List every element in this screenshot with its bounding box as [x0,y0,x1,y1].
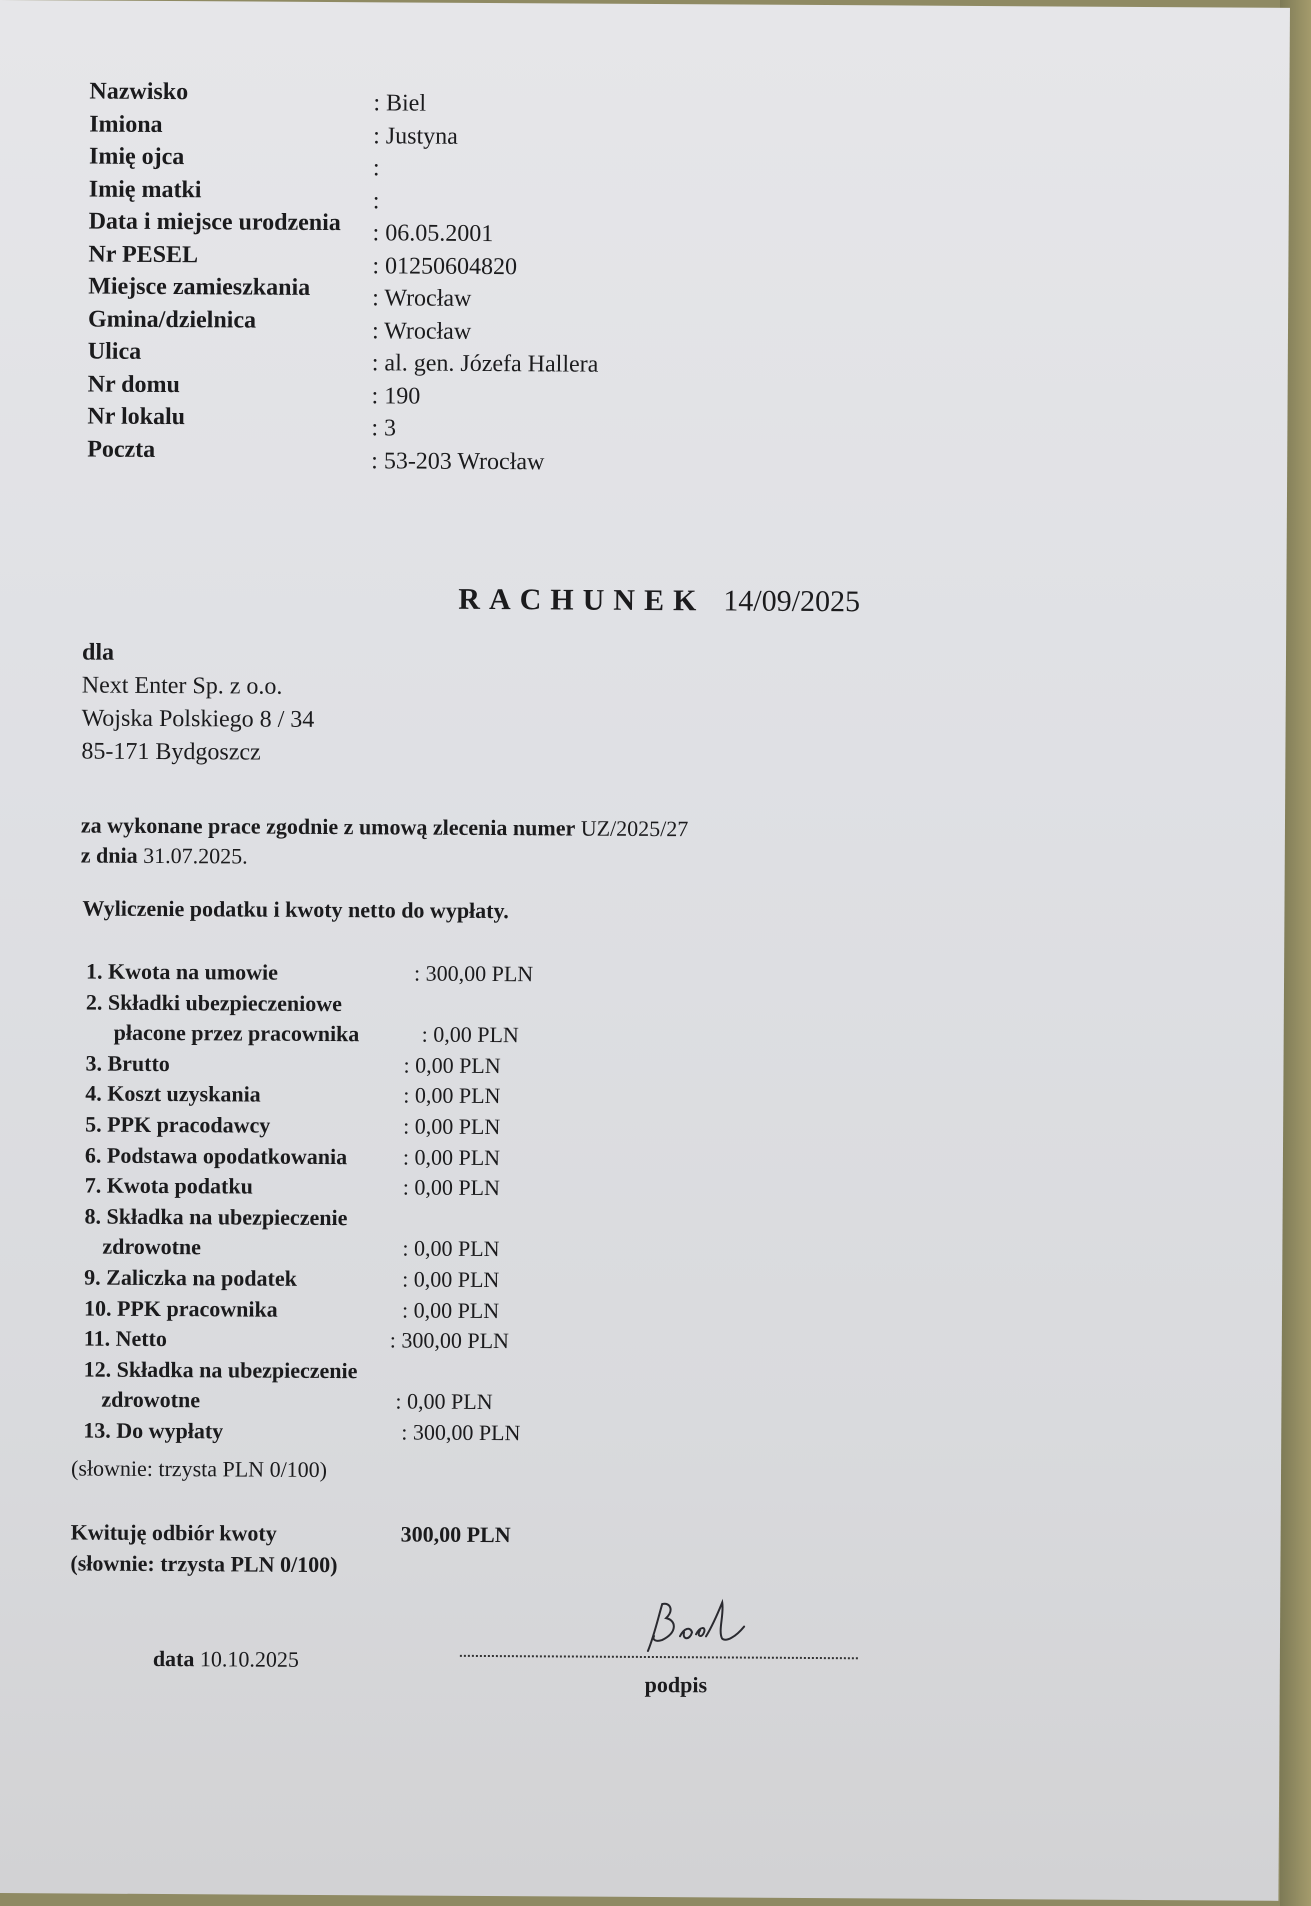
document-title-block [458,583,860,619]
item-label: 6. Podstawa opodatkowania [84,1142,348,1169]
recipient-name: Next Enter Sp. z o.o. [81,672,283,700]
item-label: płacone przez pracownika [113,1019,360,1047]
contract-date-label: z dnia [80,842,138,868]
item-value: : 0,00 PLN [402,1235,500,1262]
item-label: 4. Koszt uzyskania [85,1080,261,1107]
recipient-street: Wojska Polskiego 8 / 34 [81,705,315,733]
personal-value: : al. gen. Józefa Hallera [371,350,599,378]
item-label: 5. PPK pracodawcy [85,1111,271,1138]
item-label: 8. Składka na ubezpieczenie [84,1203,348,1230]
personal-label: Imię matki [88,176,202,203]
personal-data-section [87,78,599,475]
calculation-heading: Wyliczenie podatku i kwoty netto do wypłaty. [82,895,509,924]
item-value: : 300,00 PLN [413,960,534,987]
personal-value: : 190 [371,382,421,410]
footer-date-label: data [152,1645,195,1672]
contract-reference [81,811,689,875]
item-label: 9. Zaliczka na podatek [84,1264,297,1291]
item-value: : 0,00 PLN [421,1021,519,1048]
signature-label: podpis [644,1671,708,1698]
signature-image [640,1596,750,1659]
item-label: 11. Netto [83,1325,167,1352]
personal-value: : 53-203 Wrocław [371,447,545,475]
receipt-block [70,1516,511,1580]
item-label: zdrowotne [101,1386,201,1413]
personal-value: : 01250604820 [372,252,518,280]
signature-line [460,1653,858,1659]
receipt-amount: 300,00 PLN [400,1521,511,1548]
receipt-label: Kwituję odbiór kwoty [70,1519,277,1546]
footer-date-value: 10.10.2025 [199,1646,300,1672]
personal-value: : Wrocław [371,317,472,345]
item-label: 7. Kwota podatku [84,1172,253,1199]
item-value: : 300,00 PLN [389,1327,510,1354]
item-value: : 0,00 PLN [402,1174,501,1201]
personal-label: Poczta [87,436,156,463]
personal-label: Nr PESEL [88,241,199,268]
personal-label: Gmina/dzielnica [87,306,257,334]
personal-label: Nazwisko [89,78,189,106]
item-label: 12. Składka na ubezpieczenie [83,1356,358,1383]
document-title: RACHUNEK [458,582,706,618]
recipient-city: 85-171 Bydgoszcz [81,738,261,766]
item-value: : 300,00 PLN [401,1419,521,1446]
item-value: : 0,00 PLN [403,1082,501,1109]
personal-label: Data i miejsce urodzenia [88,208,341,237]
personal-value: : [372,155,380,182]
contract-text: za wykonane prace zgodnie z umową zlecenia numer [80,812,576,841]
item-value: : 0,00 PLN [403,1113,501,1140]
item-label: 1. Kwota na umowie [85,958,279,985]
item-value: : 0,00 PLN [395,1388,493,1415]
personal-label: Imię ojca [88,143,185,171]
footer-date [153,1646,299,1673]
personal-label: Nr lokalu [87,403,186,431]
personal-value: : Wrocław [372,285,472,312]
personal-label: Miejsce zamieszkania [88,273,311,301]
item-label: 10. PPK pracownika [83,1295,278,1322]
item-value: : 0,00 PLN [402,1144,501,1170]
contract-number: UZ/2025/27 [580,815,689,842]
item-value: : 0,00 PLN [401,1297,500,1323]
contract-date: 31.07.2025. [143,842,248,869]
item-label: 3. Brutto [85,1050,170,1076]
personal-value: : Justyna [373,122,458,150]
item-value: : 0,00 PLN [403,1052,501,1078]
item-label: 13. Do wypłaty [83,1417,224,1444]
personal-value: : 3 [371,415,397,442]
item-value: : 0,00 PLN [402,1266,500,1293]
document-date: 14/09/2025 [723,584,861,619]
amount-in-words: (słownie: trzysta PLN 0/100) [70,1455,328,1483]
personal-label: Nr domu [87,371,180,398]
personal-value: : 06.05.2001 [372,220,494,248]
item-label: 2. Składki ubezpieczeniowe [85,989,343,1016]
receipt-amount-in-words: (słownie: trzysta PLN 0/100) [70,1550,338,1578]
personal-value: : Biel [373,90,427,117]
recipient-block [81,637,315,770]
item-label: zdrowotne [102,1233,202,1260]
personal-value: : [372,187,380,214]
recipient-prefix: dla [81,639,115,666]
calculation-list [83,958,534,1448]
personal-label: Ulica [87,338,142,365]
personal-label: Imiona [89,111,163,138]
